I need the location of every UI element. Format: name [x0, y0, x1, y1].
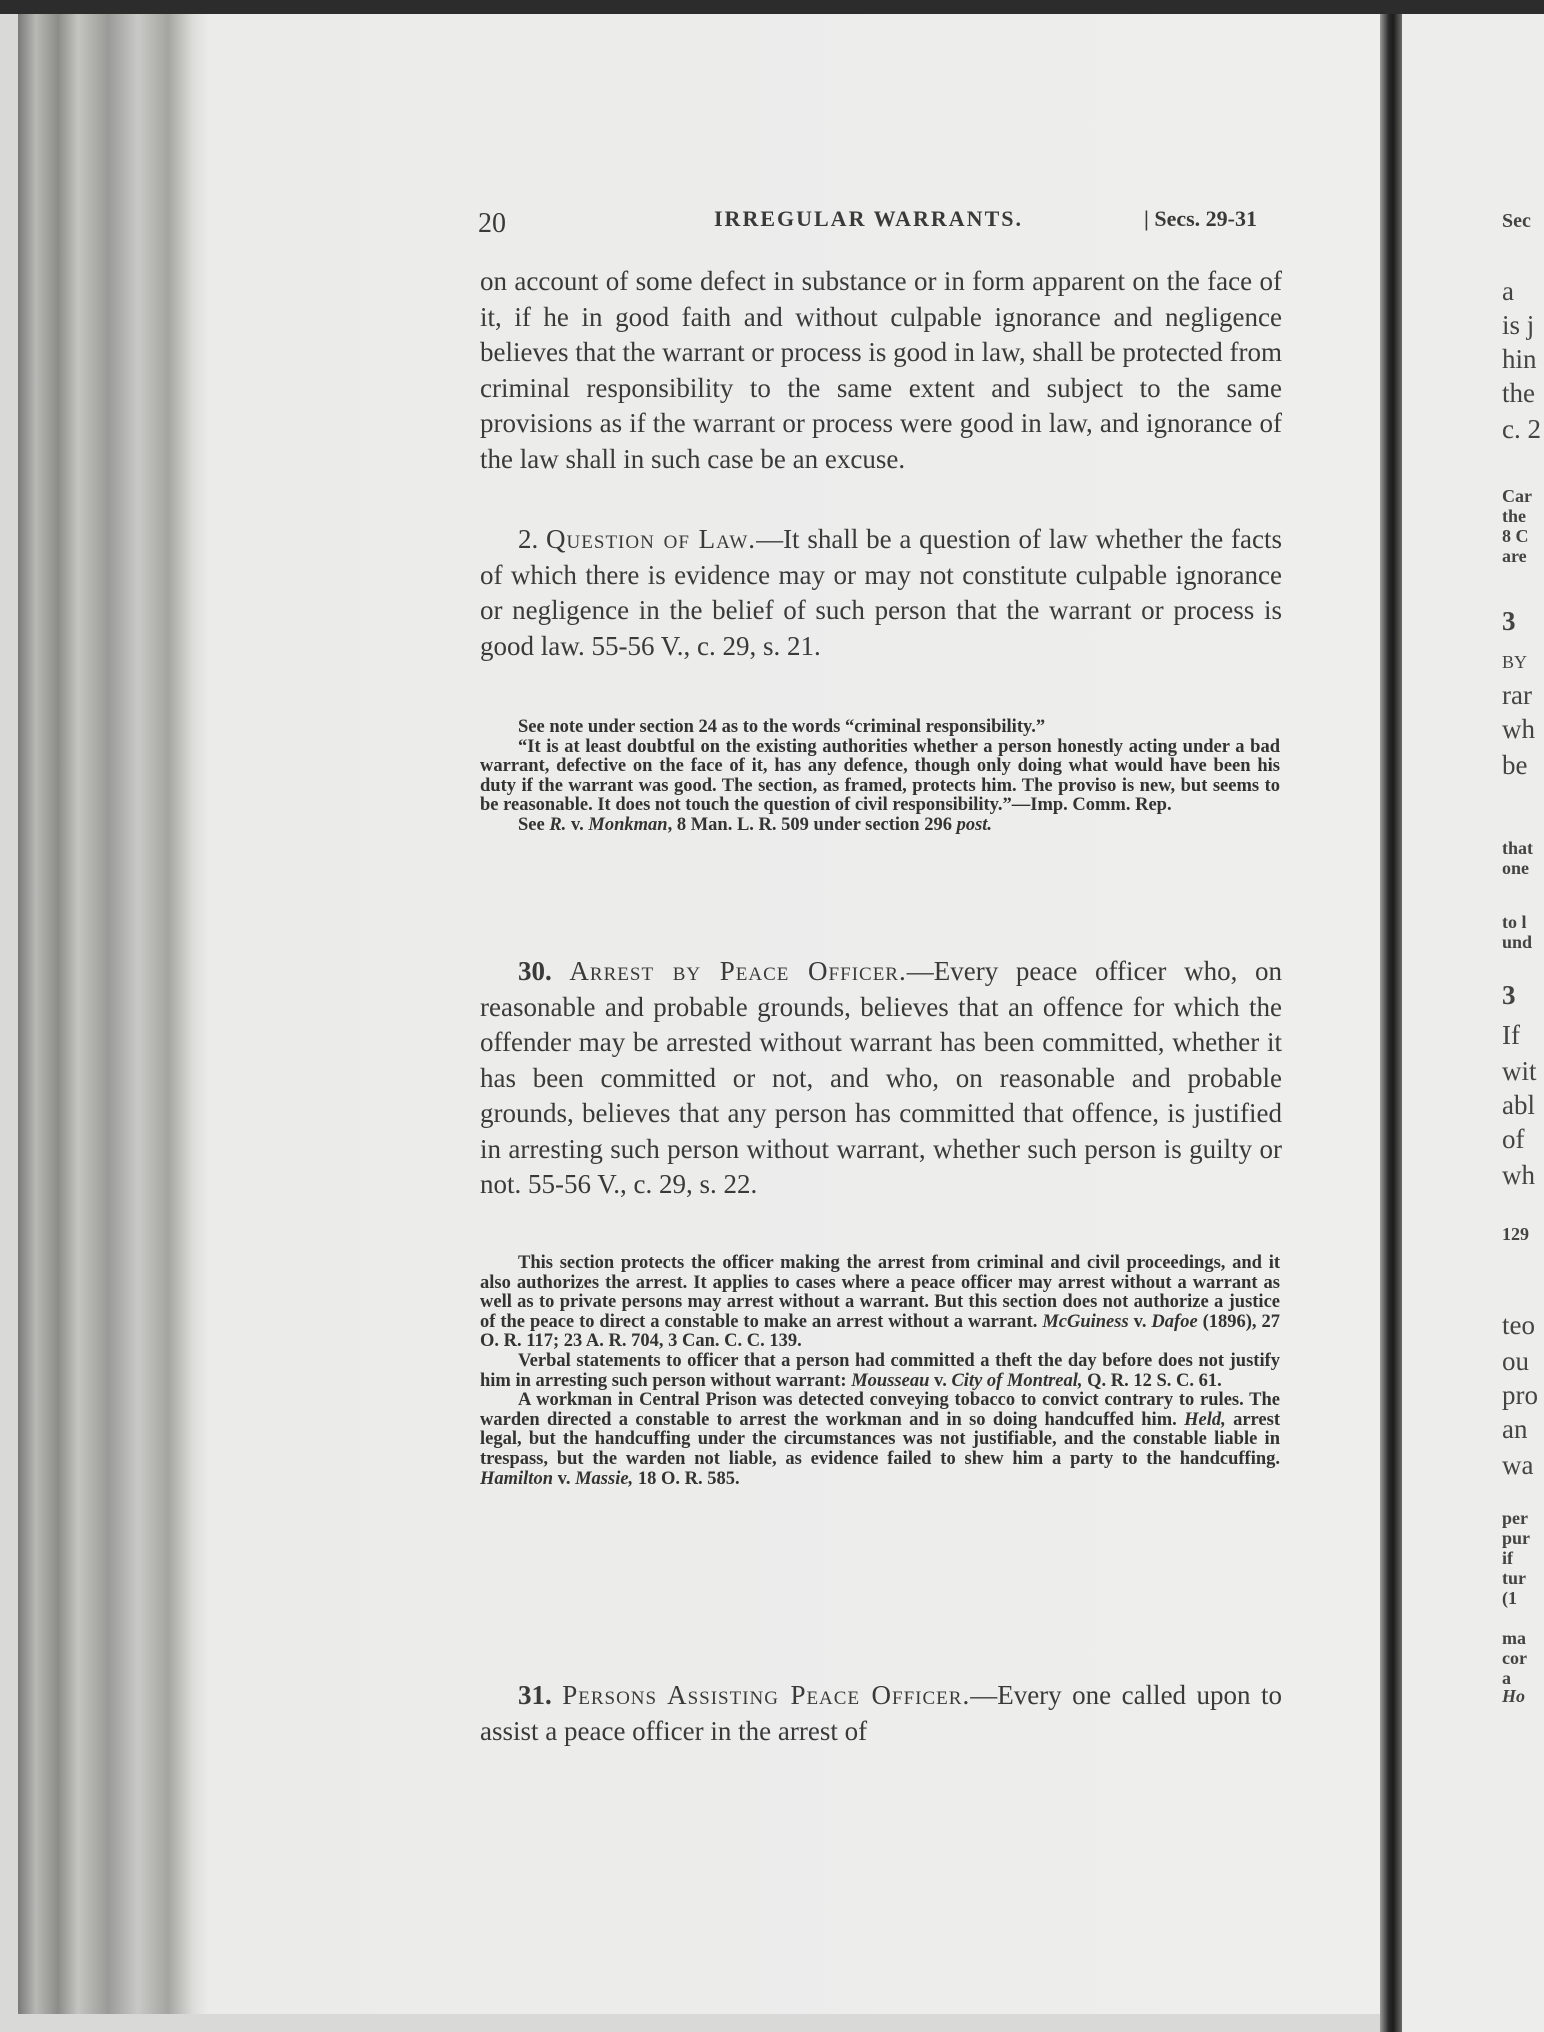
right-fragment: the [1502, 378, 1535, 408]
right-fragment: 129 [1502, 1224, 1529, 1244]
section-30 [480, 954, 1282, 1203]
right-fragment: one [1502, 858, 1529, 878]
right-fragment: wit [1502, 1056, 1537, 1086]
note-line: See note under section 24 as to the words “criminal responsibility.” [518, 717, 1046, 737]
right-fragment: a [1502, 276, 1514, 306]
note-text: , 8 Man. L. R. 509 under section 296 [667, 814, 957, 835]
paragraph-continuation: on account of some defect in substance or in form apparent on the face of it, if he in good faith and without culpable ignorance and negligence believes that the warrant or process is good in law, shall be protected from criminal responsibility to the same extent and subject to the same provisions as if the warrant or process were good in law, and ignorance of the law shall in such case be an excuse. [480, 266, 1282, 474]
note-text: Q. R. 12 S. C. 61. [1082, 1370, 1222, 1391]
right-fragment: is j [1502, 310, 1535, 340]
right-fragment: that [1502, 838, 1533, 858]
note-paragraph [480, 1391, 1280, 1489]
right-fragment: be [1502, 750, 1528, 780]
note-text: See [518, 814, 550, 835]
right-fragment: 3 [1502, 980, 1516, 1010]
case-name: Hamilton [480, 1468, 553, 1489]
right-fragment: to l [1502, 912, 1527, 932]
note-text: v. [553, 1468, 576, 1489]
right-fragment: a [1502, 1668, 1511, 1688]
right-fragment: wh [1502, 714, 1535, 744]
section-text: —Every peace officer who, on reasonable and probable grounds, believes that an offence for which the offender may be arrested without warrant has been committed, whether it has been committed or not, and who, on reasonable and probable grounds, believes that any person has committed that offence, is justified in arresting such person without warrant, whether such person is guilty or not. 55-56 V., c. 29, s. 22. [480, 956, 1283, 1199]
right-fragment: 8 C [1502, 526, 1529, 546]
case-name: Massie, [575, 1468, 634, 1489]
case-name: McGuiness [1042, 1311, 1129, 1332]
right-fragment: per [1502, 1508, 1528, 1528]
note-text: v. [1128, 1311, 1152, 1332]
case-name: Dafoe [1151, 1311, 1198, 1332]
right-fragment: hin [1502, 344, 1537, 374]
section-text: —Every one called upon to assist a peace officer in the arrest of [480, 1680, 1282, 1746]
right-fragment: c. 2 [1502, 414, 1541, 444]
running-head-title: IRREGULAR WARRANTS. [714, 206, 1023, 231]
note-text: v. [566, 814, 589, 835]
right-fragment: pur [1502, 1528, 1531, 1548]
note-line: “It is at least doubtful on the existing authorities whether a person honestly acting under a bad warrant, defective on the face of it, has any defence, though only doing what would have been his duty if the warrant was good. The section, as framed, protects him. The proviso is new, but seems to be reasonable. It does not touch the question of civil responsibility.”—Imp. Comm. Rep. [480, 736, 1280, 816]
case-name: City of Montreal, [951, 1370, 1083, 1391]
note-text: v. [929, 1370, 952, 1391]
subsection-text: —It shall be a question of law whether the facts of which there is evidence may or may not constitute culpable ignorance or negligence in the belief of such person that the warrant or process is good law. 55-56 V., c. 29, s. 21. [480, 524, 1282, 661]
case-name: Mousseau [851, 1370, 930, 1391]
note-text: Verbal statements to officer that a person had committed a theft the day before does not justify him in arresting such person without warrant: [480, 1350, 1280, 1391]
right-fragment: tur [1502, 1568, 1526, 1588]
right-fragment: are [1502, 546, 1527, 566]
right-fragment: BY [1502, 652, 1528, 672]
right-fragment: of [1502, 1124, 1525, 1154]
right-fragment: 3 [1502, 606, 1516, 636]
right-fragment: ou [1502, 1346, 1529, 1376]
right-fragment: the [1502, 506, 1526, 526]
right-fragment: Car [1502, 486, 1532, 506]
right-fragment: Sec [1502, 210, 1531, 232]
right-fragment: an [1502, 1414, 1528, 1444]
note-text: This section protects the officer making the arrest from criminal and civil proceedings, and it also authorizes the arrest. It applies to cases where a peace officer may arrest without a warrant as well as to private persons may arrest without a warrant. But this section does not authorize a justice of the peace to direct a constable to make an arrest without a warrant. [480, 1253, 1280, 1332]
annotation-note-30 [480, 1254, 1280, 1489]
note-text: A workman in Central Prison was detected conveying tobacco to convict contrary to rules. The warden directed a constable to arrest the workman and in so doing handcuffed him. [480, 1390, 1280, 1430]
held-label: Held, [1184, 1409, 1226, 1430]
right-fragment: abl [1502, 1090, 1535, 1120]
right-fragment: und [1502, 932, 1533, 952]
right-fragment: ma [1502, 1628, 1526, 1648]
section-heading: Arrest by Peace Officer. [569, 956, 907, 986]
note-text: post. [956, 814, 993, 835]
right-fragment: Ho [1502, 1686, 1526, 1706]
section-31 [480, 1678, 1282, 1749]
right-fragment: teo [1502, 1310, 1535, 1340]
right-fragment: wa [1502, 1450, 1534, 1480]
case-name: R. [549, 814, 567, 835]
subsection-heading: Question of Law. [546, 524, 757, 554]
note-text: 18 O. R. 585. [633, 1468, 740, 1489]
section-number: 30. [518, 956, 552, 986]
note-text: (1896), 27 O. R. 117; 23 A. R. 704, 3 Can. C. C. 139. [480, 1311, 1280, 1352]
right-fragment: rar [1502, 680, 1532, 710]
right-page-fragments [1502, 210, 1544, 1710]
note-paragraph [480, 1254, 1280, 1352]
running-head-sections: | Secs. 29-31 [1144, 206, 1257, 231]
section-heading: Persons Assisting Peace Officer. [562, 1680, 971, 1710]
book-gutter [1380, 14, 1402, 2032]
note-text: arrest legal, but the handcuffing under the circumstances was not justifiable, and the constable liable in trespass, but the warden not liable, as evidence failed to shew him a party to the handcuffing. [480, 1409, 1280, 1469]
page-number: 20 [478, 208, 506, 239]
right-fragment: wh [1502, 1160, 1535, 1190]
right-fragment: pro [1502, 1380, 1538, 1410]
note-line [480, 816, 1280, 836]
top-border [0, 0, 1544, 14]
case-name: Monkman [588, 814, 668, 835]
subsection-number: 2. [518, 524, 547, 554]
section-number: 31. [518, 1680, 552, 1710]
right-fragment: (1 [1502, 1588, 1517, 1608]
annotation-note-29 [480, 718, 1280, 836]
right-fragment: If [1502, 1020, 1520, 1050]
right-fragment: cor [1502, 1648, 1527, 1668]
subsection-2 [480, 522, 1282, 664]
right-fragment: if [1502, 1548, 1513, 1568]
note-paragraph [480, 1352, 1280, 1391]
